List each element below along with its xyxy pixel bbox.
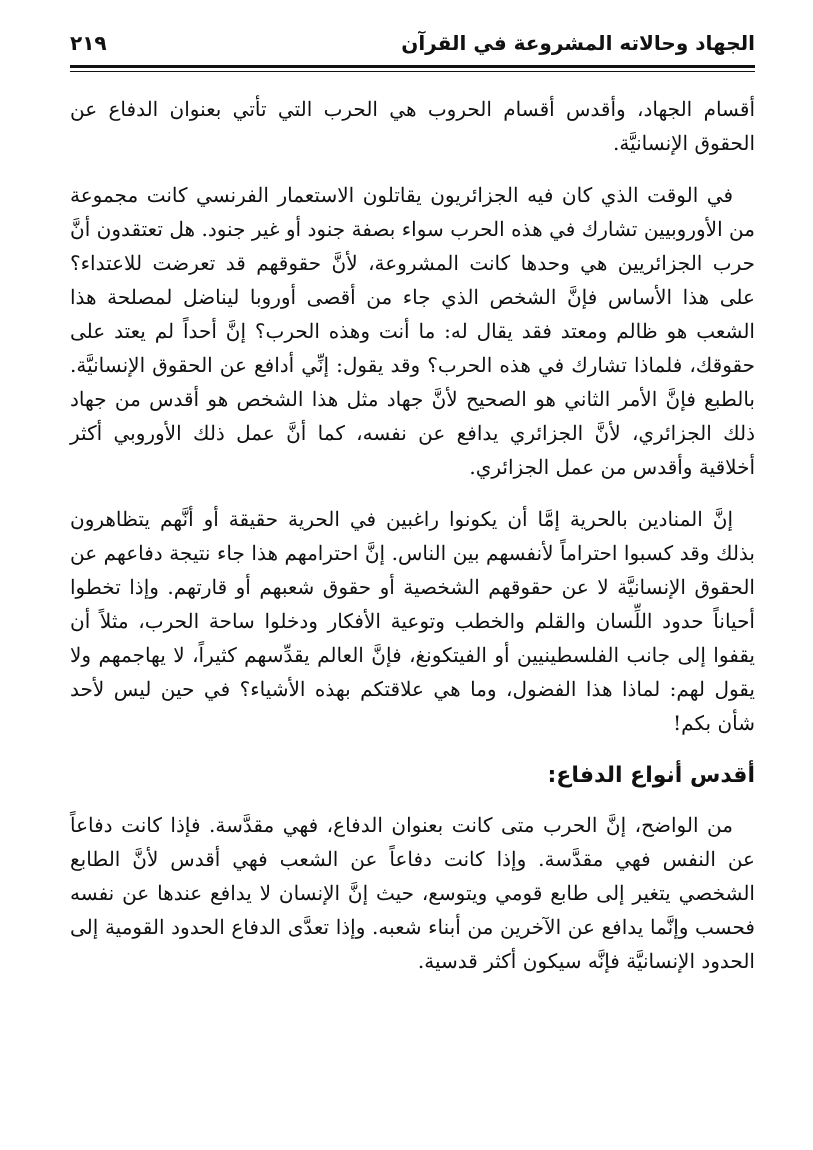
body-text [70, 92, 755, 996]
paragraph-holiest-defense: من الواضح، إنَّ الحرب متى كانت بعنوان الدفاع، فهي مقدَّسة. فإذا كانت دفاعاً عن النفس فهي مقدَّسة. وإذا كانت دفاعاً عن الشعب فهي أقدس لأنَّ الطابع الشخصي يتغير إلى طابع قومي ويتوسع، حيث إنَّ الإنسان لا يدافع عندها عن نفسه فحسب وإنَّما يدافع عن الآخرين من أبناء شعبه. وإذا تعدَّى الدفاع الحدود القومية إلى الحدود الإنسانيَّة فإنَّه سيكون أكثر قدسية. [70, 813, 755, 973]
paragraph-continuation: أقسام الجهاد، وأقدس أقسام الحروب هي الحرب التي تأتي بعنوان الدفاع عن الحقوق الإنسانيَّة. [70, 97, 755, 155]
running-header-title: الجهاد وحالاته المشروعة في القرآن [401, 31, 755, 55]
header-rule-thin [70, 71, 755, 72]
page-number: ٢١٩ [70, 31, 107, 55]
section-heading: أقدس أنواع الدفاع: [547, 763, 755, 788]
paragraph-algerian-war: في الوقت الذي كان فيه الجزائريون يقاتلون الاستعمار الفرنسي كانت مجموعة من الأوروبيين تشارك في هذه الحرب سواء بصفة جنود أو غير جنود. هل تعتقدون أنَّ حرب الجزائريين هي وحدها كانت المشروعة، لأنَّ حقوقهم قد تعرضت للاعتداء؟ على هذا الأساس فإنَّ الشخص الذي جاء من أقصى أوروبا ليناضل لمصلحة هذا الشعب هو ظالم ومعتد فقد يقال له: ما أنت وهذه الحرب؟ إنَّ أحداً لم يعتد على حقوقك، فلماذا تشارك في هذه الحرب؟ وقد يقول: إنِّي أدافع عن الحقوق الإنسانيَّة. بالطبع فإنَّ الأمر الثاني هو الصحيح لأنَّ جهاد مثل هذا الشخص هو أقدس من جهاد ذلك الجزائري، لأنَّ الجزائري يدافع عن نفسه، كما أنَّ عمل ذلك الأوروبي أكثر أخلاقية وأقدس من عمل الجزائري. [70, 183, 755, 479]
paragraph-freedom-advocates: إنَّ المنادين بالحرية إمَّا أن يكونوا راغبين في الحرية حقيقة أو أنَّهم يتظاهرون بذلك وقد كسبوا احتراماً لأنفسهم بين الناس. إنَّ احترامهم هذا جاء نتيجة دفاعهم عن الحقوق الإنسانيَّة لا عن حقوقهم الشخصية أو حقوق شعبهم أو قارتهم. وإذا تخطوا أحياناً حدود اللِّسان والقلم والخطب وتوعية الأفكار ودخلوا ساحة الحرب، مثلاً أن يقفوا إلى جانب الفلسطينيين أو الفيتكونغ، فإنَّ العالم يقدِّسهم كثيراً، لا يهاجمهم ولا يقول لهم: لماذا هذا الفضول، وما هي علاقتكم بهذه الأشياء؟ في حين ليس لأحد شأن بكم! [70, 507, 755, 735]
header-rule-thick [70, 65, 755, 68]
running-header [70, 24, 755, 64]
